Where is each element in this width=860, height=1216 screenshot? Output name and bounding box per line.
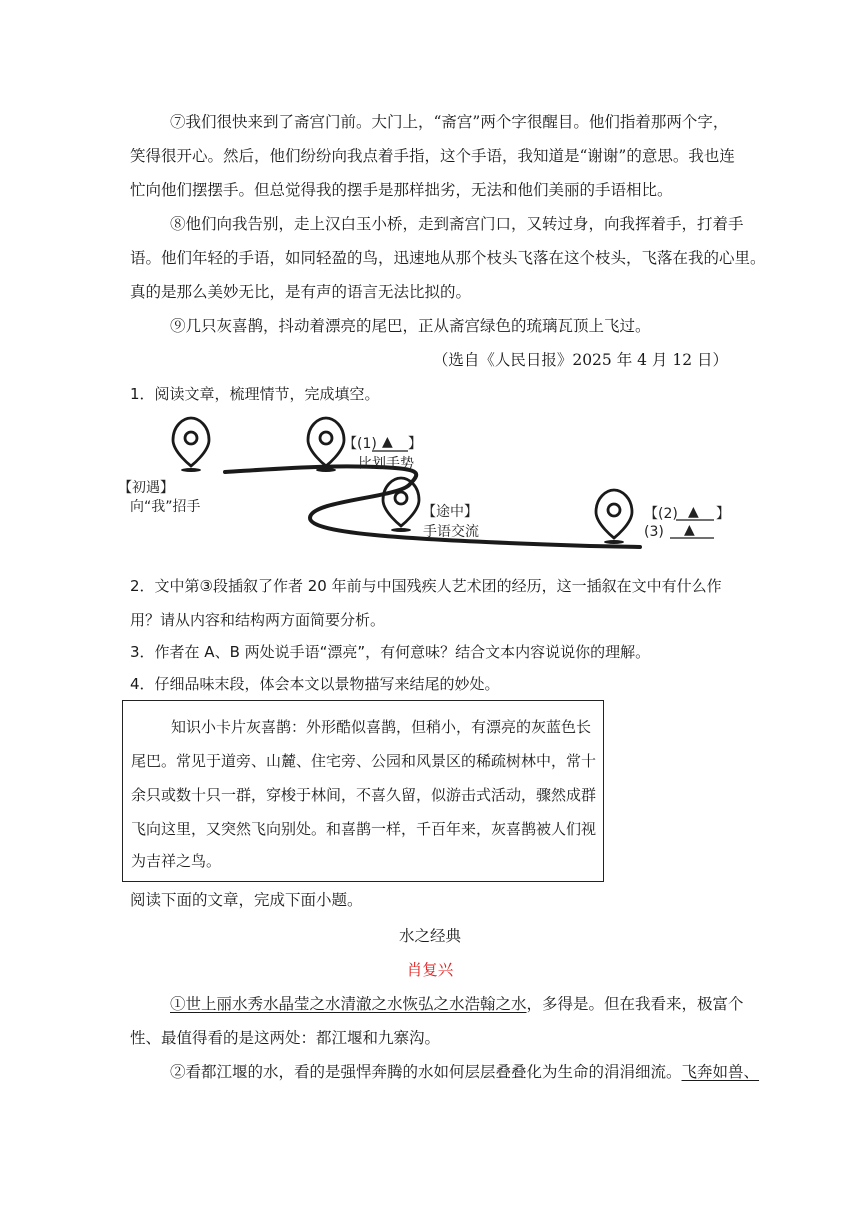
question-3: 3．作者在 A、B 两处说手语“漂亮”，有何意味？结合文本内容说说你的理解。 — [130, 643, 651, 661]
para9: ⑨几只灰喜鹊，抖动着漂亮的尾巴，正从斋宫绿色的琉璃瓦顶上飞过。 — [170, 317, 651, 335]
question-2-line2: 用？请从内容和结构两方面简要分析。 — [130, 611, 386, 629]
pb-para1-underlined: ①世上丽水秀水晶莹之水清澈之水恢弘之水浩翰之水 — [170, 995, 527, 1013]
para7-line2: 笑得很开心。然后，他们纷纷向我点着手指，这个手语，我知道是“谢谢”的意思。我也连 — [130, 147, 735, 165]
blank2-mark: ▲ — [688, 504, 699, 520]
step2-text: 比划手势 — [358, 456, 414, 472]
para7-line1: ⑦我们很快来到了斋宫门前。大门上，“斋宫”两个字很醒目。他们指着那两个字， — [170, 113, 729, 131]
card-line: 飞向这里，又突然飞向别处。和喜鹊一样，千百年来，灰喜鹊被人们视 — [131, 820, 597, 838]
blank3-mark: ▲ — [684, 522, 695, 538]
location-pin-icon — [308, 418, 344, 472]
article-title: 水之经典 — [398, 927, 461, 945]
pb-para1-rest: ，多得是。但在我看来，极富个 — [526, 995, 744, 1013]
blank1-label: 【(1) — [343, 436, 377, 452]
question-4: 4．仔细品味末段，体会本文以景物描写来结尾的妙处。 — [130, 675, 500, 693]
source-citation: （选自《人民日报》2025 年 4 月 12 日） — [432, 351, 728, 369]
question-2-line1: 2．文中第③段插叙了作者 20 年前与中国残疾人艺术团的经历，这一插叙在文中有什么作 — [130, 577, 722, 595]
start-tag: 【初遇】 — [118, 480, 174, 496]
start-text: 向“我”招手 — [130, 499, 201, 515]
blank1-close: 】 — [408, 436, 422, 452]
location-pin-icon — [596, 490, 632, 544]
pb-para2-main: ②看都江堰的水，看的是强悍奔腾的水如何层层叠叠化为生命的涓涓细流。 — [170, 1063, 682, 1081]
card-line: 尾巴。常见于道旁、山麓、住宅旁、公园和风景区的稀疏树林中，常十 — [131, 752, 597, 770]
pb-para1-line2: 性、最值得看的是这两处：都江堰和九寨沟。 — [130, 1029, 441, 1047]
para8-line3: 真的是那么美妙无比，是有声的语言无法比拟的。 — [130, 283, 472, 301]
article-author: 肖复兴 — [406, 961, 454, 979]
pb-para1-line1 — [170, 994, 744, 1014]
card-line: 余只或数十只一群，穿梭于林间，不喜久留，似游击式活动，骤然成群 — [131, 786, 597, 804]
blank2-close: 】 — [716, 506, 730, 522]
blank1-mark: ▲ — [382, 434, 393, 450]
para8-line2: 语。他们年轻的手语，如同轻盈的鸟，迅速地从那个枝头飞落在这个枝头，飞落在我的心里。 — [130, 249, 766, 267]
pb-para2-underlined: 飞奔如兽、 — [681, 1063, 760, 1081]
card-line: 为吉祥之鸟。 — [131, 852, 222, 870]
mid-tag: 【途中】 — [422, 504, 478, 520]
pb-para2-line1 — [170, 1062, 759, 1082]
plot-diagram — [110, 410, 750, 560]
blank2-label: 【(2) — [644, 506, 678, 522]
card-line: 知识小卡片灰喜鹊：外形酷似喜鹊，但稍小，有漂亮的灰蓝色长 — [171, 718, 592, 736]
knowledge-card — [122, 700, 604, 882]
para7-line3: 忙向他们摆摆手。但总觉得我的摆手是那样拙劣，无法和他们美丽的手语相比。 — [130, 181, 673, 199]
para8-line1: ⑧他们向我告别，走上汉白玉小桥，走到斋宫门口，又转过身，向我挥着手，打着手 — [170, 215, 744, 233]
blank3-label: (3) — [644, 524, 664, 540]
mid-text: 手语交流 — [423, 524, 479, 540]
reading-intro: 阅读下面的文章，完成下面小题。 — [130, 891, 363, 909]
location-pin-icon — [383, 478, 419, 532]
question-1: 1．阅读文章，梳理情节，完成填空。 — [130, 385, 380, 403]
location-pin-icon — [173, 418, 209, 472]
